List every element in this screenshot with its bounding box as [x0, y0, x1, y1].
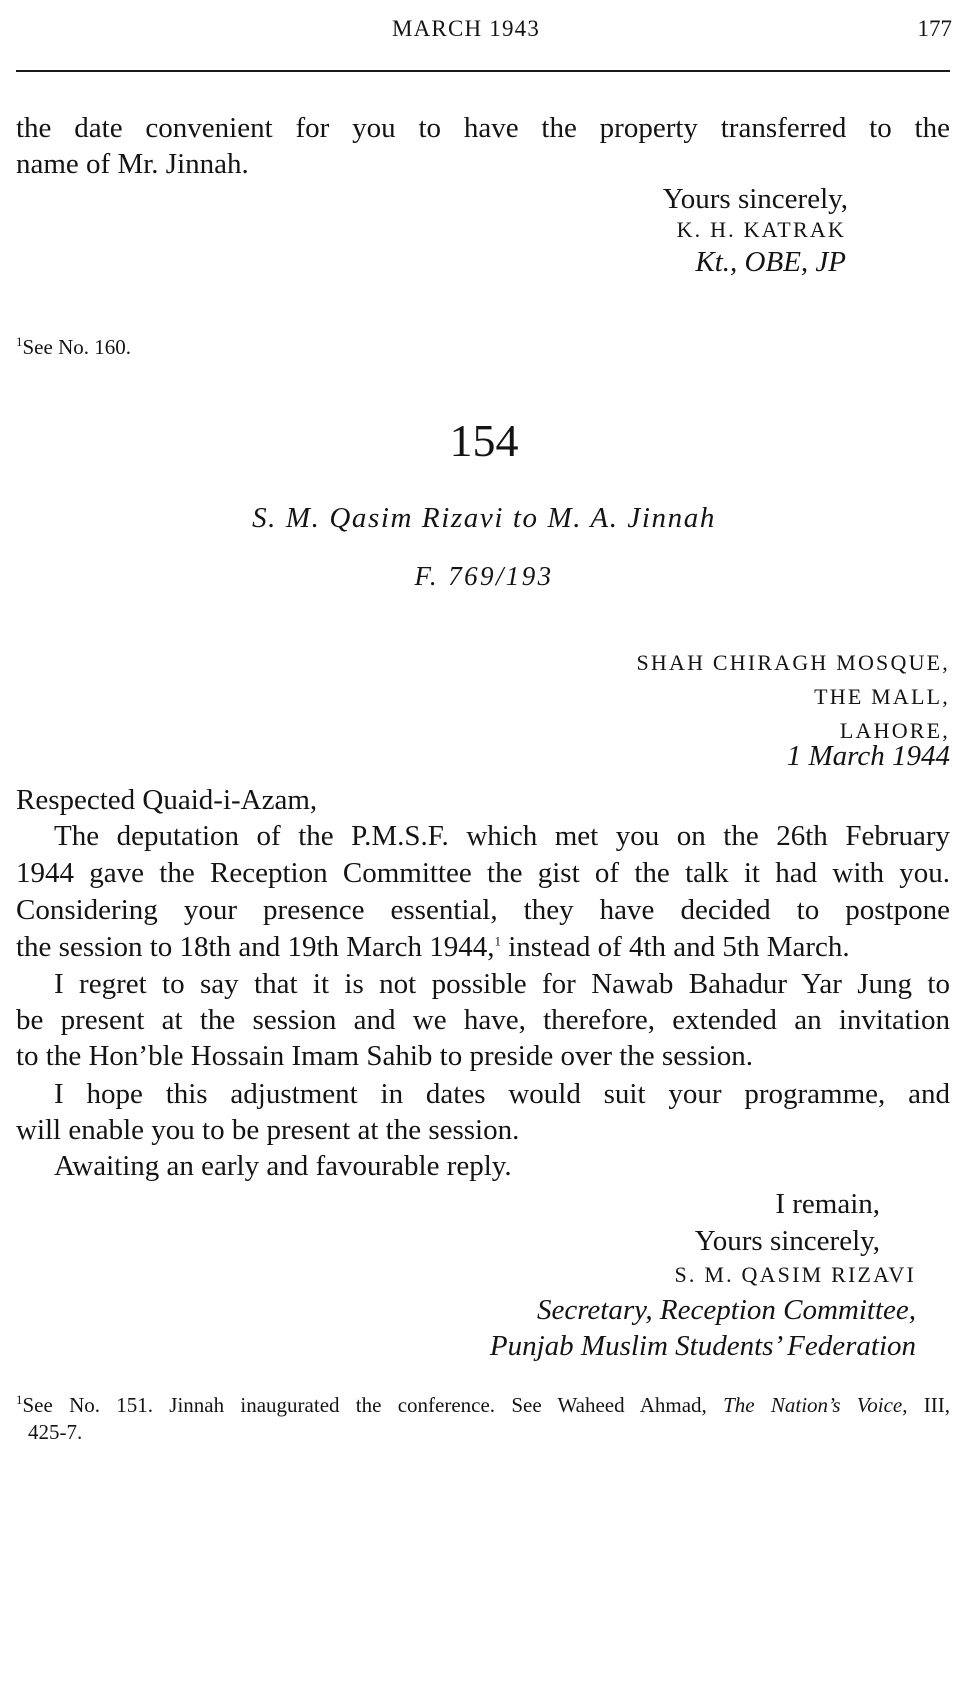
document-footnote-continuation: 425-7. — [28, 1420, 83, 1444]
footnote-marker: 1 — [16, 1392, 23, 1407]
previous-letter-signatory: K. H. KATRAK — [676, 217, 846, 242]
body-line: to the Hon’ble Hossain Imam Sahib to preside over the session. — [16, 1040, 753, 1072]
letter-date: 1 March 1944 — [786, 740, 950, 772]
previous-letter-closing: Yours sincerely, — [662, 183, 848, 215]
body-line: Considering your presence essential, they have decided to postpone — [16, 894, 950, 926]
address-line: SHAH CHIRAGH MOSQUE, — [636, 650, 950, 675]
footnote-text: See No. 160. — [22, 335, 131, 359]
document-number: 154 — [449, 415, 519, 466]
body-line: the date convenient for you to have the property transferred to the — [16, 112, 950, 144]
footnote-marker: 1 — [494, 933, 501, 949]
previous-letter-honours: Kt., OBE, JP — [695, 246, 846, 278]
address-line: LAHORE, — [839, 718, 950, 743]
footnote-book-title: The Nation’s Voice, — [723, 1393, 908, 1417]
document-footnote — [16, 1392, 950, 1418]
page-number: 177 — [917, 16, 952, 41]
header-rule — [16, 70, 950, 72]
document-heading: S. M. Qasim Rizavi to M. A. Jinnah — [252, 502, 716, 534]
closing-line: Yours sincerely, — [694, 1225, 880, 1257]
body-line-with-note — [16, 929, 950, 966]
closing-line: I remain, — [775, 1188, 880, 1220]
body-line: name of Mr. Jinnah. — [16, 148, 249, 180]
signatory-name: S. M. QASIM RIZAVI — [674, 1262, 916, 1287]
body-line: I regret to say that it is not possible for Nawab Bahadur Yar Jung to — [54, 968, 950, 1000]
running-header-title: MARCH 1943 — [391, 16, 541, 41]
body-text: the session to 18th and 19th March 1944, — [16, 931, 495, 963]
body-line: be present at the session and we have, therefore, extended an invitation — [16, 1004, 950, 1036]
footnote-marker: 1 — [16, 334, 23, 349]
signatory-designation: Secretary, Reception Committee, — [536, 1294, 916, 1326]
body-line: Awaiting an early and favourable reply. — [54, 1150, 512, 1182]
body-text: instead of 4th and 5th March. — [500, 931, 850, 963]
footnote-text: III, — [907, 1393, 950, 1417]
previous-letter-footnote — [16, 334, 131, 360]
address-line: THE MALL, — [814, 684, 950, 709]
body-line: The deputation of the P.M.S.F. which met you on the 26th February — [54, 820, 950, 852]
body-line: 1944 gave the Reception Committee the gist of the talk it had with you. — [16, 857, 950, 889]
signatory-organisation: Punjab Muslim Students’ Federation — [489, 1330, 916, 1362]
document-reference: F. 769/193 — [414, 561, 554, 591]
footnote-text: See No. 151. Jinnah inaugurated the conference. See Waheed Ahmad, — [22, 1393, 724, 1417]
salutation: Respected Quaid-i-Azam, — [16, 784, 318, 816]
body-line: I hope this adjustment in dates would suit your programme, and — [54, 1078, 950, 1110]
body-line: will enable you to be present at the session. — [16, 1114, 520, 1146]
